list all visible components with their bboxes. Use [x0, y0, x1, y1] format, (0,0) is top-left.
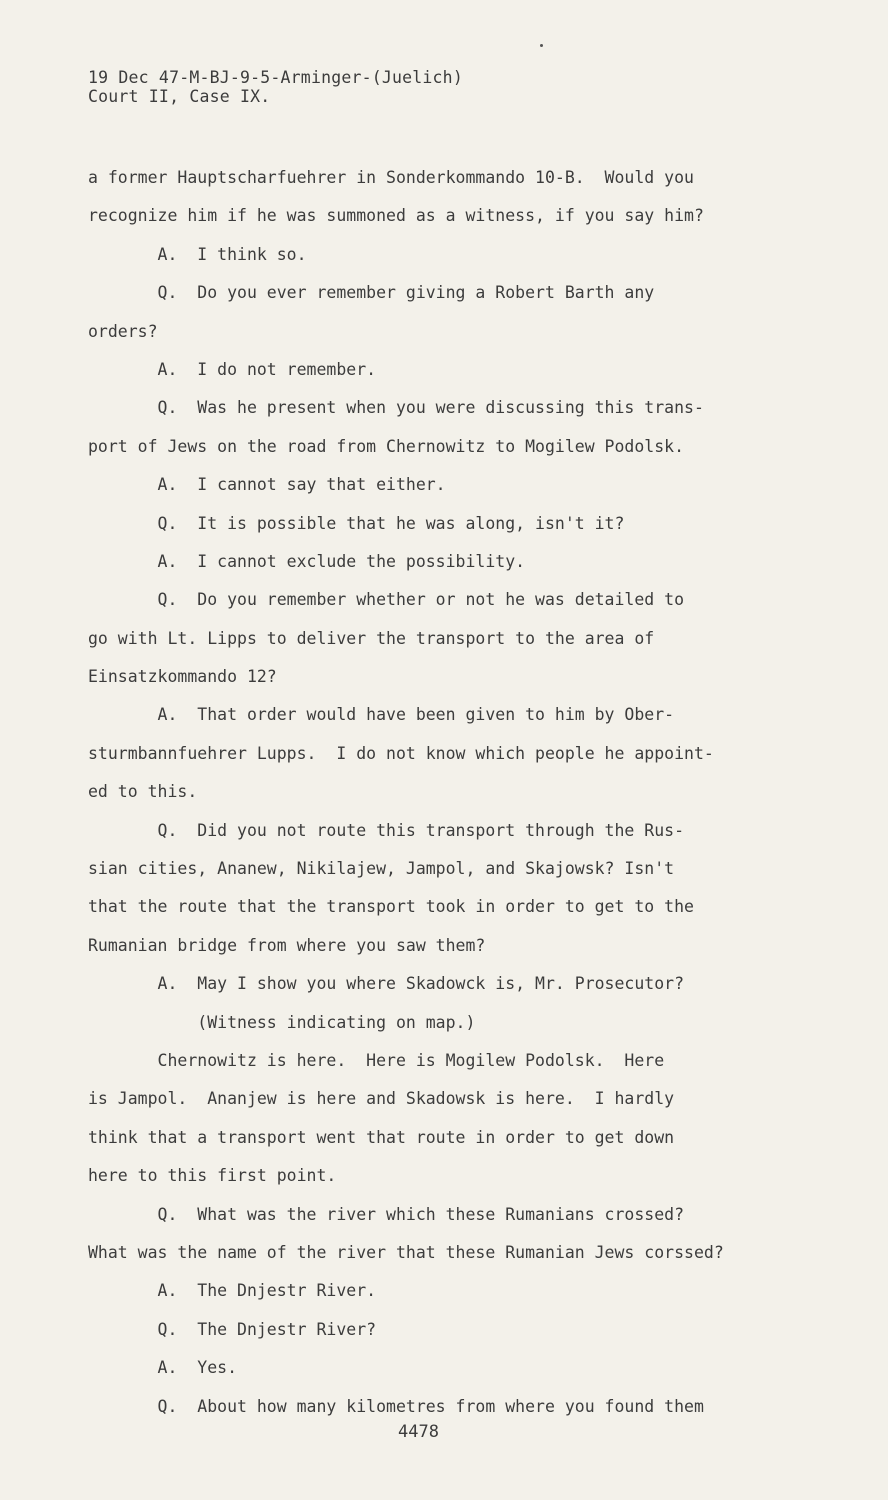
- transcript-line: a former Hauptscharfuehrer in Sonderkommando 10-B. Would you: [88, 168, 694, 187]
- transcript-line: A. The Dnjestr River.: [88, 1281, 377, 1301]
- transcript-line: ed to this.: [88, 782, 198, 802]
- transcript-line: A. I do not remember.: [88, 359, 377, 379]
- transcript-line: A. I think so.: [88, 244, 307, 264]
- transcript-line: Q. Do you remember whether or not he was detailed to: [88, 590, 685, 610]
- ink-speck: [540, 44, 543, 47]
- transcript-body: [88, 159, 848, 1426]
- transcript-line: Q. It is possible that he was along, isn't it?: [88, 513, 625, 533]
- transcript-line: recognize him if he was summoned as a witness, if you say him?: [88, 206, 704, 226]
- transcript-line: sian cities, Ananew, Nikilajew, Jampol, and Skajowsk? Isn't: [88, 859, 675, 879]
- transcript-line: A. May I show you where Skadowck is, Mr. Prosecutor?: [88, 974, 685, 994]
- transcript-line: Chernowitz is here. Here is Mogilew Podolsk. Here: [88, 1050, 665, 1070]
- transcript-line: A. That order would have been given to him by Ober-: [88, 705, 675, 725]
- transcript-line: here to this first point.: [88, 1166, 337, 1186]
- transcript-line: Q. The Dnjestr River?: [88, 1319, 377, 1339]
- transcript-line: go with Lt. Lipps to deliver the transport to the area of: [88, 628, 655, 648]
- transcript-line: is Jampol. Ananjew is here and Skadowsk is here. I hardly: [88, 1089, 675, 1109]
- transcript-line: Q. What was the river which these Rumanians crossed?: [88, 1204, 685, 1224]
- header-date-line: 19 Dec 47-M-BJ-9-5-Arminger-(Juelich): [88, 68, 463, 87]
- transcript-line: A. I cannot say that either.: [88, 475, 446, 495]
- transcript-line: port of Jews on the road from Chernowitz to Mogilew Podolsk.: [88, 436, 685, 456]
- document-header: [88, 68, 463, 106]
- transcript-line: Einsatzkommando 12?: [88, 667, 277, 687]
- transcript-line: A. Yes.: [88, 1358, 238, 1378]
- transcript-line: A. I cannot exclude the possibility.: [88, 551, 526, 571]
- transcript-line: Q. Did you not route this transport through the Rus-: [88, 820, 685, 840]
- transcript-line: Rumanian bridge from where you saw them?: [88, 935, 486, 955]
- page-number: 4478: [398, 1422, 439, 1442]
- transcript-line: Q. Was he present when you were discussing this trans-: [88, 398, 704, 418]
- transcript-line: What was the name of the river that these Rumanian Jews corssed?: [88, 1242, 724, 1262]
- header-court-line: Court II, Case IX.: [88, 87, 271, 106]
- transcript-line: Q. About how many kilometres from where you found them: [88, 1396, 704, 1416]
- transcript-line: think that a transport went that route in order to get down: [88, 1127, 675, 1147]
- transcript-line: (Witness indicating on map.): [88, 1012, 476, 1032]
- transcript-line: orders?: [88, 321, 158, 341]
- transcript-line: Q. Do you ever remember giving a Robert Barth any: [88, 283, 655, 303]
- transcript-line: sturmbannfuehrer Lupps. I do not know which people he appoint-: [88, 743, 714, 763]
- transcript-line: that the route that the transport took in order to get to the: [88, 897, 694, 917]
